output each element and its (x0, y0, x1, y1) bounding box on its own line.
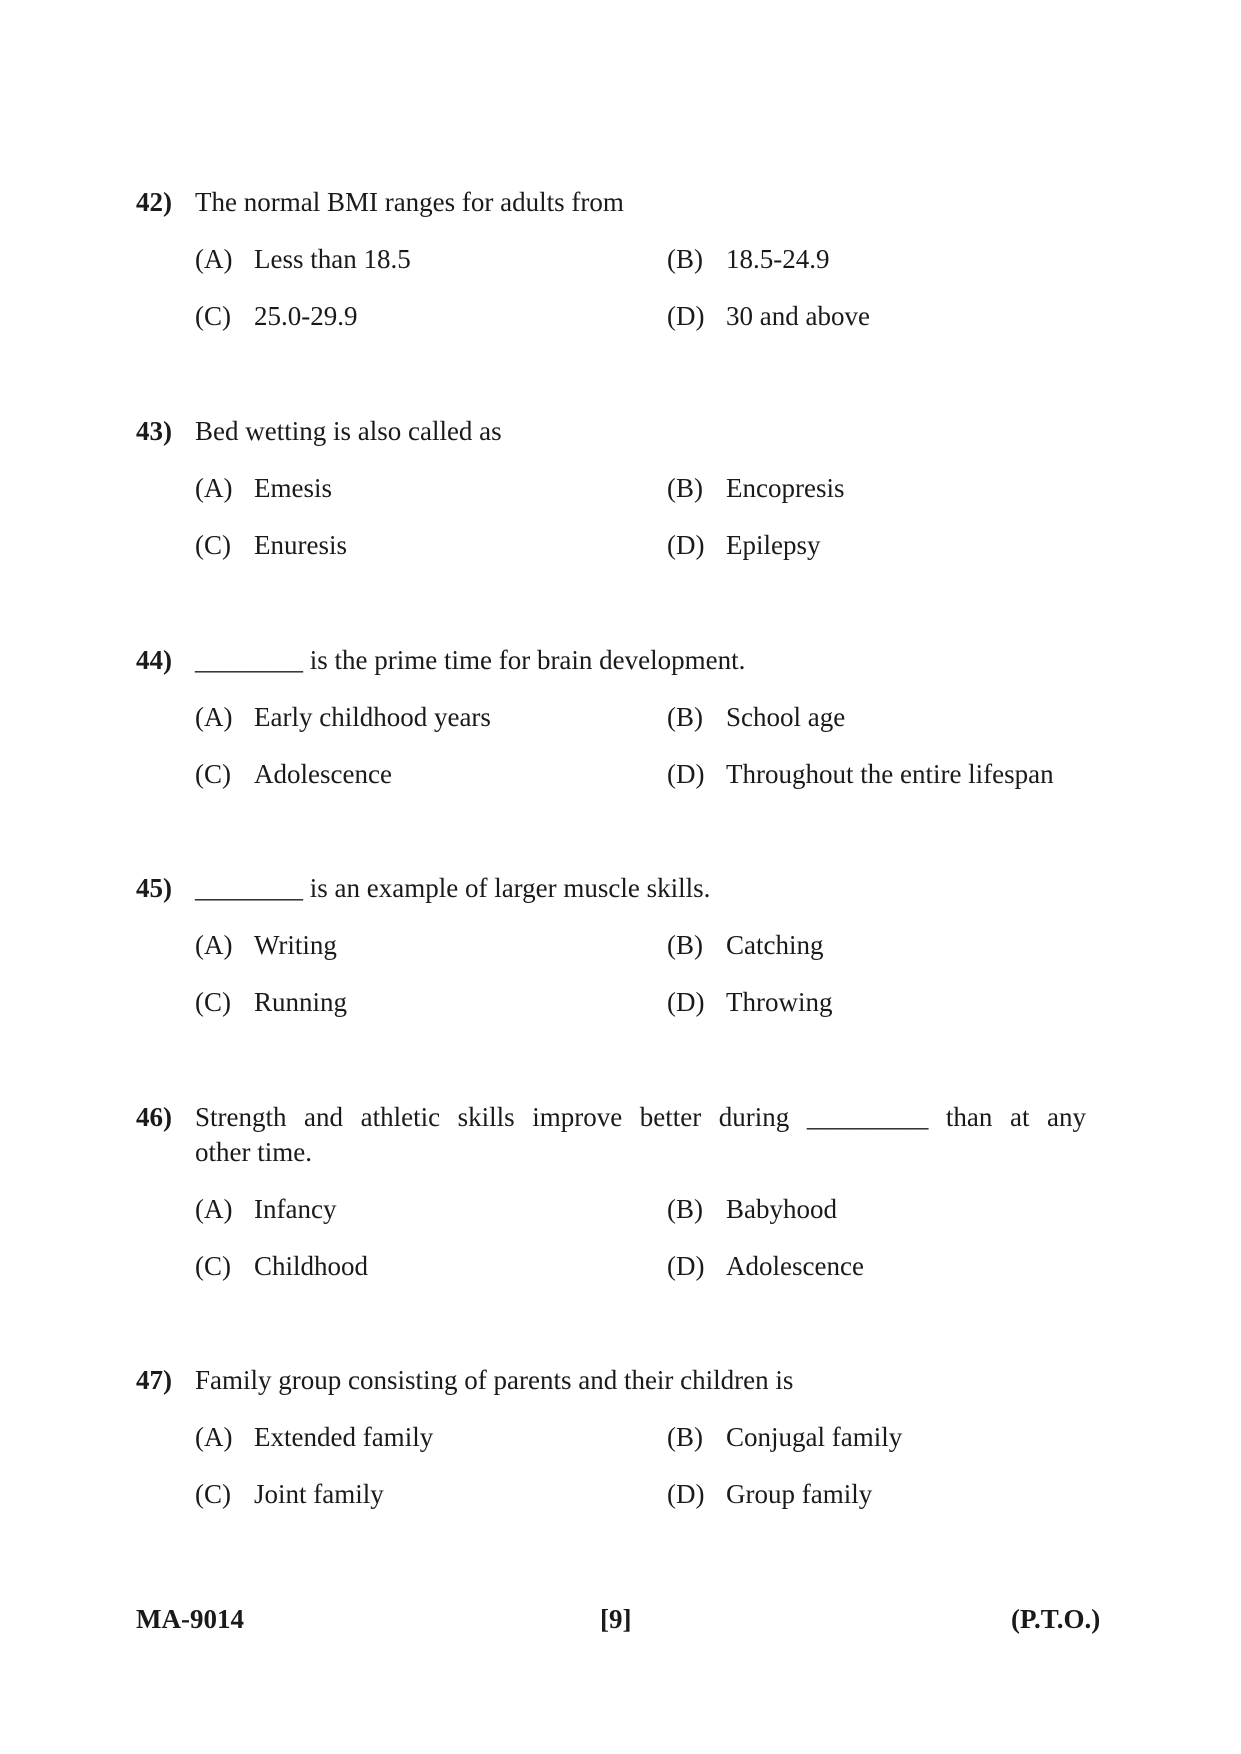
option-c: (C) Enuresis (195, 530, 347, 560)
question-text: Family group consisting of parents and their children is (195, 1365, 794, 1395)
option-b: (B) Babyhood (667, 1194, 837, 1224)
option-b: (B) Catching (667, 930, 824, 960)
option-a: (A) Writing (195, 930, 337, 960)
option-b: (B) Encopresis (667, 473, 845, 503)
question-42 (136, 185, 1086, 333)
question-text: The normal BMI ranges for adults from (195, 187, 624, 217)
option-b: (B) Conjugal family (667, 1422, 903, 1452)
option-d: (D) Epilepsy (667, 530, 821, 560)
question-text-line-2: other time. (195, 1137, 312, 1167)
option-d: (D) Throughout the entire lifespan (667, 759, 1054, 789)
question-number: 43) (136, 416, 172, 446)
option-c: (C) Running (195, 987, 348, 1017)
option-a: (A) Early childhood years (195, 702, 491, 732)
option-b: (B) School age (667, 702, 846, 732)
option-d: (D) Group family (667, 1479, 873, 1509)
question-43 (136, 414, 1086, 562)
question-text-line-1: Strength and athletic skills improve better during _________ than at any (195, 1102, 1086, 1132)
option-d: (D) Adolescence (667, 1251, 864, 1281)
options (195, 1192, 1086, 1283)
question-text: ________ is an example of larger muscle skills. (195, 873, 711, 903)
question-47 (136, 1363, 1086, 1511)
option-a: (A) Infancy (195, 1194, 337, 1224)
options (195, 928, 1086, 1019)
footer-page-number: [9] (600, 1604, 632, 1634)
question-44 (136, 643, 1086, 791)
question-45 (136, 871, 1086, 1019)
question-text: ________ is the prime time for brain development. (195, 645, 746, 675)
question-number: 45) (136, 873, 172, 903)
question-text: Bed wetting is also called as (195, 416, 502, 446)
option-a: (A) Extended family (195, 1422, 434, 1452)
option-d: (D) Throwing (667, 987, 833, 1017)
question-number: 44) (136, 645, 172, 675)
footer-code: MA-9014 (136, 1604, 244, 1634)
option-b: (B) 18.5-24.9 (667, 244, 830, 274)
option-a: (A) Emesis (195, 473, 332, 503)
options (195, 471, 1086, 562)
question-46 (136, 1100, 1086, 1283)
options (195, 1420, 1086, 1511)
options (195, 700, 1086, 791)
option-d: (D) 30 and above (667, 301, 870, 331)
question-number: 47) (136, 1365, 172, 1395)
option-c: (C) Childhood (195, 1251, 369, 1281)
option-a: (A) Less than 18.5 (195, 244, 411, 274)
option-c: (C) 25.0-29.9 (195, 301, 358, 331)
option-c: (C) Joint family (195, 1479, 384, 1509)
options (195, 242, 1086, 333)
question-number: 42) (136, 187, 172, 217)
footer-pto: (P.T.O.) (1011, 1604, 1101, 1634)
option-c: (C) Adolescence (195, 759, 392, 789)
question-number: 46) (136, 1102, 172, 1132)
